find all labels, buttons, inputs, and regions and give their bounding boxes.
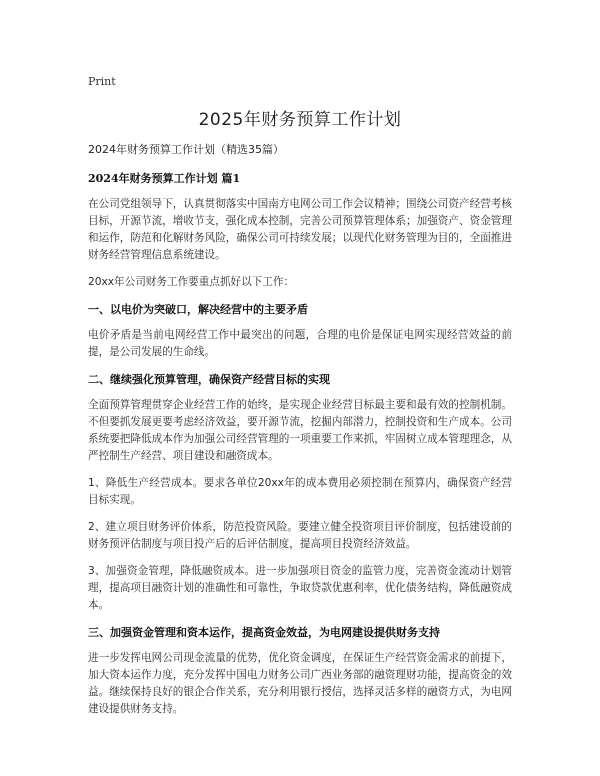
section-2-heading: 二、继续强化预算管理，确保资产经营目标的实现 xyxy=(88,373,330,386)
document-subtitle: 2024年财务预算工作计划（精选35篇） xyxy=(88,143,284,156)
section-3-heading: 三、加强资金管理和资本运作，提高资金效益，为电网建设提供财务支持 xyxy=(88,626,440,639)
section-3-paragraph: 进一步发挥电网公司现金流量的优势，优化资金调度，在保证生产经营资金需求的前提下，加大资本运作力度，充分发挥中国电力财务公司广西业务部的融资理财功能，提高资金的效益。继续保持良好的银企合作关系，充分利用银行授信，选择灵活多样的融资方式，为电网建设提供财务支持。 xyxy=(88,652,512,715)
article-heading: 2024年财务预算工作计划 篇1 xyxy=(88,172,241,185)
intro-paragraph: 在公司党组领导下，认真贯彻落实中国南方电网公司工作会议精神；围绕公司资产经营考核目标，开源节流，增收节支，强化成本控制，完善公司预算管理体系；加强资产、资金管理和运作，防范和化解财务风险，确保公司可持续发展；以现代化财务管理为目的，全面推进财务经营管理信息系统建设。 xyxy=(88,198,512,261)
section-1-heading: 一、以电价为突破口，解决经营中的主要矛盾 xyxy=(88,303,308,316)
page-title: 2025年财务预算工作计划 xyxy=(198,110,402,130)
print-link[interactable]: Print xyxy=(88,75,116,88)
section-1-paragraph: 电价矛盾是当前电网经营工作中最突出的问题，合理的电价是保证电网实现经营效益的前提，是公司发展的生命线。 xyxy=(88,329,512,358)
list-item-2: 2、建立项目财务评价体系，防范投资风险。要建立健全投资项目评价制度，包括建设前的财务预评估制度与项目投产后的后评估制度，提高项目投资经济效益。 xyxy=(88,521,512,550)
list-item-1: 1、降低生产经营成本。要求各单位20xx年的成本费用必须控制在预算内，确保资产经营目标实现。 xyxy=(88,477,512,506)
list-item-3: 3、加强资金管理，降低融资成本。进一步加强项目资金的监管力度，完善资金流动计划管理，提高项目融资计划的准确性和可靠性，争取贷款优惠利率，优化债务结构，降低融资成本。 xyxy=(88,565,512,611)
section-2-paragraph: 全面预算管理贯穿企业经营工作的始终，是实现企业经营目标最主要和最有效的控制机制。不但要抓发展更要考虑经济效益，要开源节流，挖掘内部潜力，控制投资和生产成本。公司系统要把降低成本作为加强公司经营管理的一项重要工作来抓，牢固树立成本管理理念，从严控制生产经营、项目建设和融资成本。 xyxy=(88,399,512,462)
lead-in-paragraph: 20xx年公司财务工作要重点抓好以下工作： xyxy=(88,276,295,288)
